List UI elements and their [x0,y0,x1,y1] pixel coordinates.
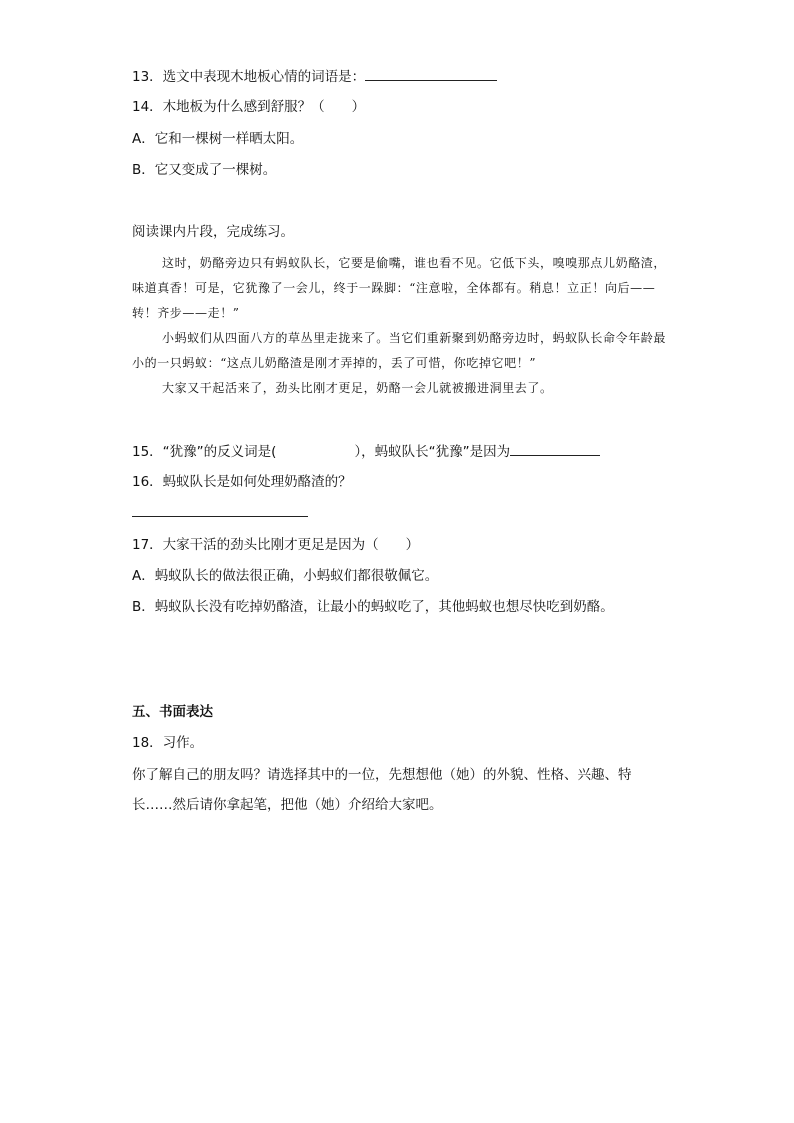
passage-paragraph: 这时，奶酪旁边只有蚂蚁队长，它要是偷嘴，谁也看不见。它低下头，嗅嗅那点儿奶酪渣，味道真香！可是，它犹豫了一会儿，终于一跺脚：“注意啦，全体都有。稍息！立正！向后——转！齐步——走！” [132,256,667,320]
question-18: 18．习作。 [132,735,204,751]
passage-paragraph: 大家又干起活来了，劲头比刚才更足，奶酪一会儿就被搬进洞里去了。 [162,381,553,395]
reading-passage [132,251,667,401]
question-15 [132,441,600,462]
question-16: 16．蚂蚁队长是如何处理奶酪渣的？ [132,474,352,490]
section-5-heading: 五、书面表达 [132,704,213,720]
question-14: 14．木地板为什么感到舒服？（ ） [132,99,366,115]
answer-blank-15-antonym[interactable] [276,442,354,456]
question-13-text: 13．选文中表现木地板心情的词语是： [132,69,366,85]
option-17-b: B．蚂蚁队长没有吃掉奶酪渣，让最小的蚂蚁吃了，其他蚂蚁也想尽快吃到奶酪。 [132,599,614,615]
answer-blank-13[interactable] [365,66,497,81]
question-15-part1: 15．“犹豫”的反义词是( [132,444,277,460]
essay-prompt: 你了解自己的朋友吗？请选择其中的一位，先想想他（她）的外貌、性格、兴趣、特长……然后请你拿起笔，把他（她）介绍给大家吧。 [132,767,632,813]
question-13 [132,66,497,87]
option-14-a: A．它和一棵树一样晒太阳。 [132,131,304,147]
answer-blank-15-reason[interactable] [510,441,600,456]
question-15-part2: ），蚂蚁队长“犹豫”是因为 [354,444,511,460]
option-14-b: B．它又变成了一棵树。 [132,162,277,178]
option-17-a: A．蚂蚁队长的做法很正确，小蚂蚁们都很敬佩它。 [132,568,439,584]
reading-instruction: 阅读课内片段，完成练习。 [132,224,294,240]
passage-paragraph: 小蚂蚁们从四面八方的草丛里走拢来了。当它们重新聚到奶酪旁边时，蚂蚁队长命令年龄最小的一只蚂蚁：“这点儿奶酪渣是刚才弄掉的，丢了可惜，你吃掉它吧！” [132,331,667,370]
answer-line-16[interactable] [132,516,308,517]
question-17: 17．大家干活的劲头比刚才更足是因为（ ） [132,537,420,553]
